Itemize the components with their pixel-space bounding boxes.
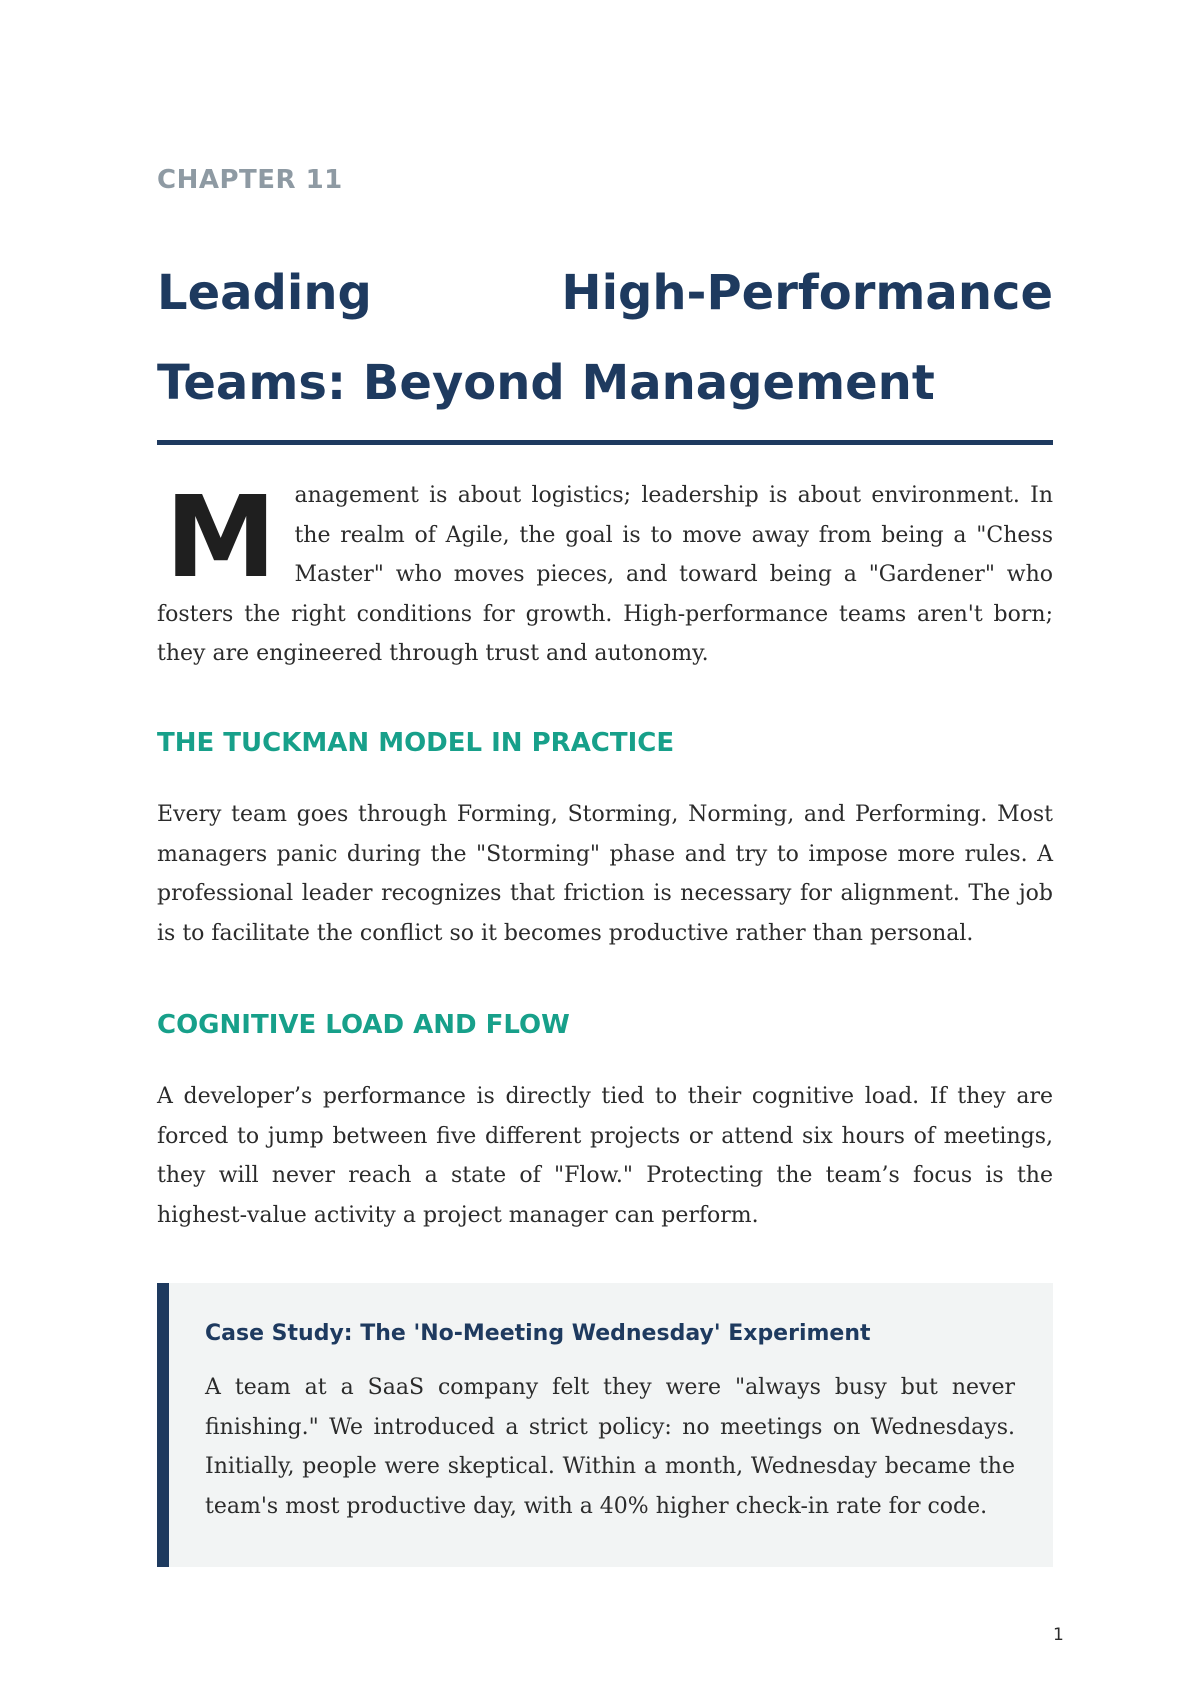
- intro-paragraph: [157, 473, 1053, 674]
- section-text-cognitive-load: A developer’s performance is directly tied to their cognitive load. If they are forced to jump between five different projects or attend six hours of meetings, they will never reach a state of "Flow." Protecting the team’s focus is the highest-value activity a project manager can perform.: [157, 1084, 1053, 1228]
- document-page: [157, 0, 1053, 1696]
- case-study-title: Case Study: The 'No-Meeting Wednesday' Experiment: [205, 1321, 871, 1346]
- page-number: 1: [1053, 1625, 1064, 1645]
- section-heading-cognitive-load: COGNITIVE LOAD AND FLOW: [157, 1010, 570, 1040]
- drop-cap: M: [165, 473, 277, 603]
- title-divider: [157, 440, 1053, 445]
- intro-text: anagement is about logistics; leadership is about environment. In the realm of Agile, the goal is to move away from being a "Chess Master" who moves pieces, and toward being a "Gardener" who fosters the right conditions for growth. High-performance teams aren't born; they are engineered through trust and autonomy.: [157, 483, 1053, 666]
- chapter-label: CHAPTER 11: [157, 165, 343, 195]
- section-heading-tuckman: THE TUCKMAN MODEL IN PRACTICE: [157, 728, 675, 758]
- chapter-title: Leading High-Performance Teams: Beyond Management: [157, 265, 1053, 411]
- section-text-tuckman: Every team goes through Forming, Storming, Norming, and Performing. Most managers panic during the "Storming" phase and try to impose more rules. A professional leader recognizes that friction is necessary for alignment. The job is to facilitate the conflict so it becomes productive rather than personal.: [157, 802, 1053, 946]
- case-study-callout: [157, 1283, 1053, 1567]
- case-study-text: A team at a SaaS company felt they were "always busy but never finishing." We introduced a strict policy: no meetings on Wednesdays. Initially, people were skeptical. Within a month, Wednesday became the team's most productive day, with a 40% higher check-in rate for code.: [205, 1375, 1015, 1519]
